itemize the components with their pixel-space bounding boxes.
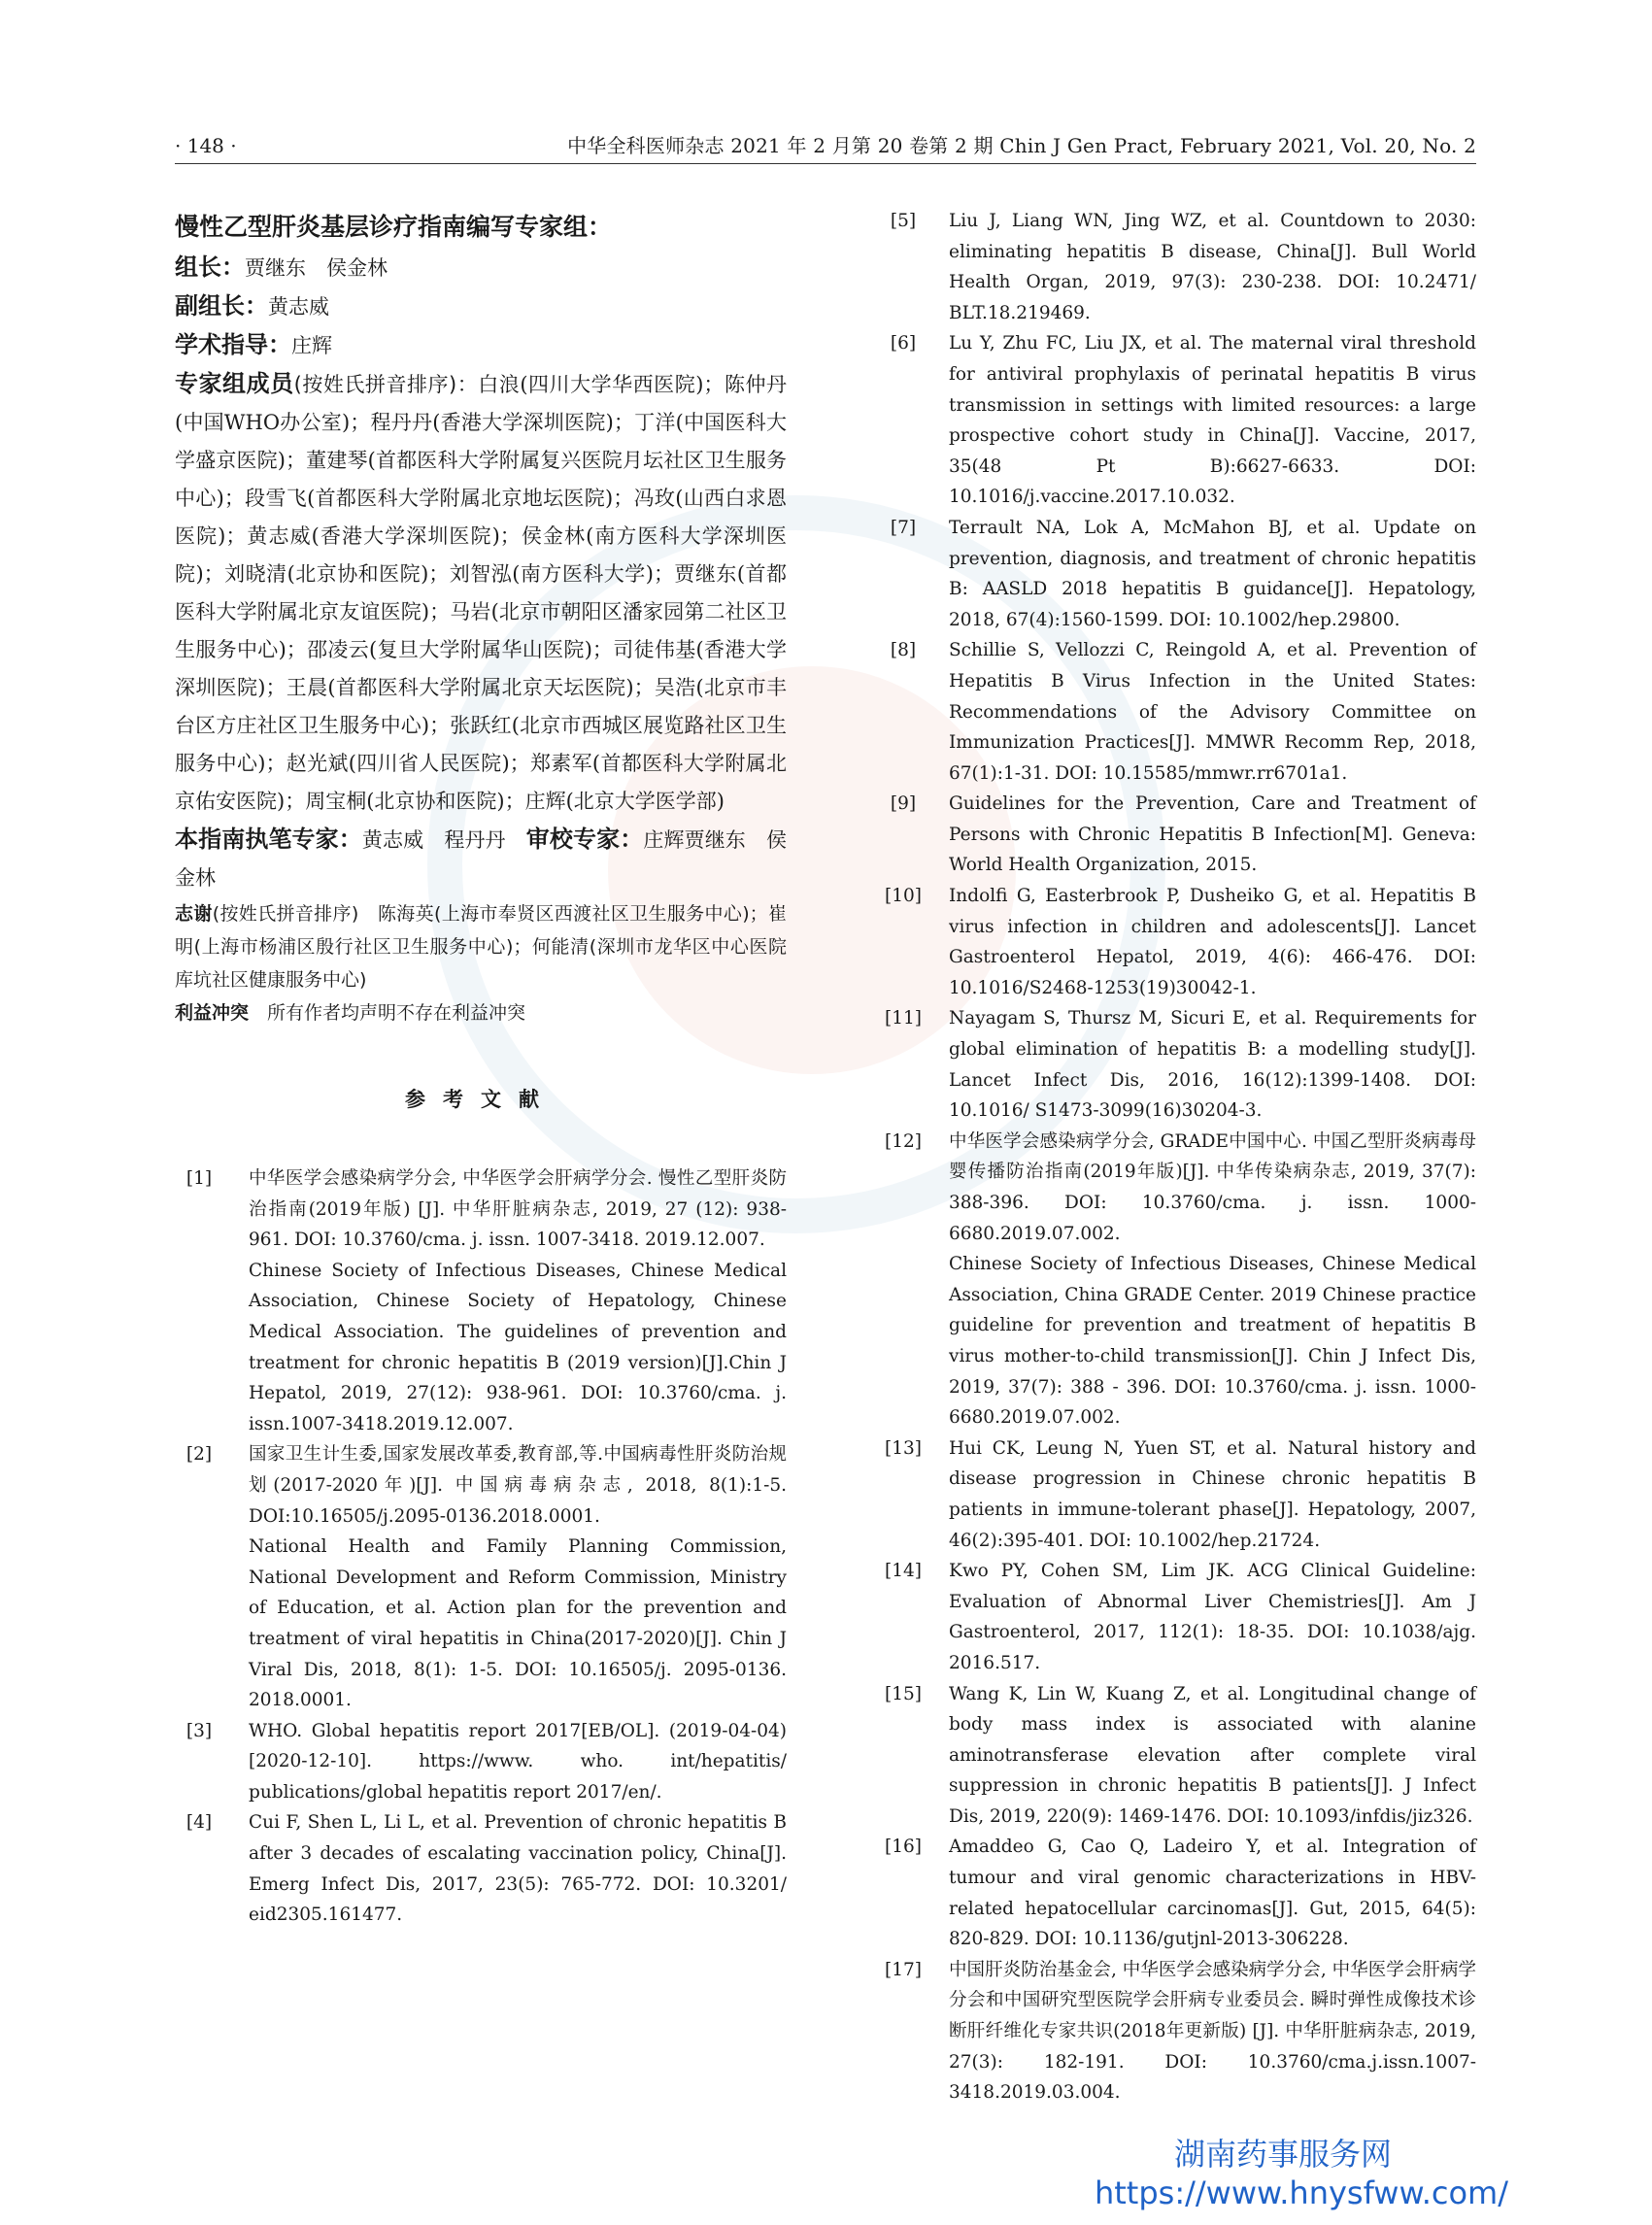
page-header bbox=[175, 132, 1476, 164]
reference-number: [14] bbox=[885, 1561, 922, 1582]
reference-item bbox=[175, 1716, 787, 1808]
reference-text: Indolfi G, Easterbrook P, Dusheiko G, et al. Hepatitis B virus infection in children and adolescents[J]. Lancet Gastroenterol Hepatol, 2019, 4(6): 466-476. DOI: 10.1016/S2468-1253(19)30042-1. bbox=[949, 886, 1476, 998]
deputy-label: 副组长： bbox=[175, 292, 268, 320]
reference-text: 中华医学会感染病学分会, 中华医学会肝病学分会. 慢性乙型肝炎防治指南(2019年版) [J]. 中华肝脏病杂志, 2019, 27 (12): 938-961. DOI: 10.3760/cma. j. issn. 1007-3418. 2019.12.007. bbox=[249, 1168, 787, 1251]
expert-group-title: 慢性乙型肝炎基层诊疗指南编写专家组： bbox=[175, 213, 613, 241]
reference-number: [5] bbox=[890, 211, 917, 231]
reference-item bbox=[175, 1439, 787, 1715]
acknowledgement bbox=[175, 897, 787, 996]
reference-text: 国家卫生计生委,国家发展改革委,教育部,等.中国病毒性肝炎防治规划(2017-2020年)[J]. 中国病毒病杂志, 2018, 8(1):1-5. DOI:10.16505/j.2095-0136.2018.0001. bbox=[249, 1444, 787, 1527]
reference-text: Nayagam S, Thursz M, Sicuri E, et al. Requirements for global elimination of hepatitis B: a modelling study[J]. Lancet Infect Dis, 2016, 16(12):1399-1408. DOI: 10.1016/ S1473-3099(16)30204-3. bbox=[949, 1008, 1476, 1122]
reference-text: Guidelines for the Prevention, Care and Treatment of Persons with Chronic Hepatitis B Infection[M]. Geneva: World Health Organization, 2015. bbox=[949, 793, 1476, 876]
thanks-label: 志谢 bbox=[175, 903, 213, 925]
conflict-label: 利益冲突 bbox=[175, 1002, 250, 1024]
reference-item bbox=[175, 1163, 787, 1439]
members-note: (按姓氏拼音排序)： bbox=[293, 373, 479, 396]
reference-item bbox=[175, 1807, 787, 1930]
advisor-names: 庄辉 bbox=[291, 334, 332, 357]
writers-line bbox=[175, 821, 787, 897]
reference-number: [2] bbox=[185, 1444, 213, 1466]
reference-item bbox=[879, 1832, 1476, 1954]
reference-number: [3] bbox=[185, 1720, 213, 1741]
reference-number: [17] bbox=[885, 1959, 922, 1980]
reference-text: Amaddeo G, Cao Q, Ladeiro Y, et al. Integration of tumour and viral genomic characterizations in HBV-related hepatocellular carcinomas[J]. Gut, 2015, 64(5): 820-829. DOI: 10.1136/gutjnl-2013-306228. bbox=[949, 1837, 1476, 1950]
reference-item bbox=[879, 1433, 1476, 1556]
members-paragraph bbox=[175, 365, 787, 821]
reference-item bbox=[879, 328, 1476, 513]
reference-text: Cui F, Shen L, Li L, et al. Prevention of chronic hepatitis B after 3 decades of escalating vaccination policy, China[J]. Emerg Infect Dis, 2017, 23(5): 765-772. DOI: 10.3201/ eid2305.161477. bbox=[249, 1812, 787, 1926]
reference-item bbox=[879, 1556, 1476, 1678]
reference-number: [1] bbox=[185, 1168, 213, 1189]
reference-number: [9] bbox=[890, 793, 917, 815]
site-url[interactable]: https://www.hnysfww.com/ bbox=[1094, 2174, 1508, 2211]
writers-names: 黄志威 程丹丹 bbox=[361, 828, 506, 852]
reference-number: [12] bbox=[885, 1130, 922, 1152]
members-list: 白浪(四川大学华西医院)；陈仲丹(中国WHO办公室)；程丹丹(香港大学深圳医院)；丁洋(中国医科大学盛京医院)；董建琴(首都医科大学附属复兴医院月坛社区卫生服务中心)；段雪飞(首都医科大学附属北京地坛医院)；冯玫(山西白求恩医院)；黄志威(香港大学深圳医院)；侯金林(南方医科大学深圳医院)；刘晓清(北京协和医院)；刘智泓(南方医科大学)；贾继东(首都医科大学附属北京友谊医院)；马岩(北京市朝阳区潘家园第二社区卫生服务中心)；邵凌云(复旦大学附属华山医院)；司徒伟基(香港大学深圳医院)；王晨(首都医科大学附属北京天坛医院)；吴浩(北京市丰台区方庄社区卫生服务中心)；张跃红(北京市西城区展览路社区卫生服务中心)；赵光斌(四川省人民医院)；郑素军(首都医科大学附属北京佑安医院)；周宝桐(北京协和医院)；庄辉(北京大学医学部) bbox=[175, 373, 787, 813]
references-left bbox=[175, 1163, 787, 1931]
reference-item bbox=[879, 206, 1476, 328]
reference-number: [11] bbox=[885, 1008, 922, 1029]
reference-item bbox=[879, 1003, 1476, 1126]
reference-item bbox=[879, 789, 1476, 881]
reference-item bbox=[879, 513, 1476, 635]
site-name: 湖南药事服务网 bbox=[1173, 2136, 1392, 2173]
conflict-text: 所有作者均声明不存在利益冲突 bbox=[267, 1002, 526, 1024]
reference-translation: National Health and Family Planning Commission, National Development and Reform Commission, Ministry of Education, et al. Action plan for the prevention and treatment of viral hepatitis in China(2017-2020)[J]. Chin J Viral Dis, 2018, 8(1): 1-5. DOI: 10.16505/j. 2095-0136. 2018.0001. bbox=[249, 1536, 787, 1711]
deputy-names: 黄志威 bbox=[268, 295, 329, 319]
reference-number: [7] bbox=[890, 517, 917, 538]
reference-number: [6] bbox=[890, 333, 917, 354]
site-watermark bbox=[1095, 2135, 1508, 2212]
reviewers-names: 庄辉贾继东 侯金林 bbox=[175, 828, 788, 890]
right-column bbox=[879, 206, 1476, 2108]
reference-translation: Chinese Society of Infectious Diseases, Chinese Medical Association, Chinese Society of Hepatology, Chinese Medical Association. The guidelines of prevention and treatment for chronic hepatitis B (2019 version)[J].Chin J Hepatol, 2019, 27(12): 938-961. DOI: 10.3760/cma. j. issn.1007-3418.2019.12.007. bbox=[249, 1260, 787, 1434]
reference-text: Schillie S, Vellozzi C, Reingold A, et al. Prevention of Hepatitis B Virus Infection in the United States: Recommendations of the Advisory Committee on Immunization Practices[J]. MMWR Recomm Rep, 2018, 67(1):1-31. DOI: 10.15585/mmwr.rr6701a1. bbox=[949, 640, 1476, 784]
deputy-line bbox=[175, 287, 787, 326]
reference-text: Hui CK, Leung N, Yuen ST, et al. Natural history and disease progression in Chinese chronic hepatitis B patients in immune-tolerant phase[J]. Hepatology, 2007, 46(2):395-401. DOI: 10.1002/hep.21724. bbox=[949, 1437, 1476, 1551]
leader-names: 贾继东 侯金林 bbox=[245, 256, 388, 280]
reference-number: [15] bbox=[885, 1683, 922, 1704]
reference-text: Lu Y, Zhu FC, Liu JX, et al. The maternal viral threshold for antiviral prophylaxis of perinatal hepatitis B virus transmission in settings with limited resources: a large prospective cohort study in China[J]. Vaccine, 2017, 35(48 Pt B):6627-6633. DOI: 10.1016/j.vaccine.2017.10.032. bbox=[949, 333, 1476, 508]
journal-citation: 中华全科医师杂志 2021 年 2 月第 20 卷第 2 期 Chin J Gen Pract, February 2021, Vol. 20, No. 2 bbox=[567, 134, 1476, 157]
reference-item bbox=[879, 635, 1476, 789]
conflict-of-interest bbox=[175, 996, 787, 1029]
writers-label: 本指南执笔专家： bbox=[175, 826, 362, 853]
leader-line bbox=[175, 249, 787, 287]
left-column bbox=[175, 206, 787, 1931]
members-label: 专家组成员 bbox=[175, 370, 294, 397]
reviewers-label: 审校专家： bbox=[525, 826, 644, 853]
reference-text: 中国肝炎防治基金会, 中华医学会感染病学分会, 中华医学会肝病学分会和中国研究型医院学会肝病专业委员会. 瞬时弹性成像技术诊断肝纤维化专家共识(2018年更新版) [J]. 中华肝脏病杂志, 2019, 27(3): 182-191. DOI: 10.3760/cma.j.issn.1007-3418.2019.03.004. bbox=[949, 1959, 1476, 2104]
leader-label: 组长： bbox=[175, 253, 245, 281]
reference-number: [10] bbox=[885, 886, 922, 907]
references-heading: 参考文献 bbox=[405, 1088, 556, 1111]
reference-text: Terrault NA, Lok A, McMahon BJ, et al. Update on prevention, diagnosis, and treatment of chronic hepatitis B: AASLD 2018 hepatitis B guidance[J]. Hepatology, 2018, 67(4):1560-1599. DOI: 10.1002/hep.29800. bbox=[949, 517, 1476, 630]
reference-text: 中华医学会感染病学分会, GRADE中国中心. 中国乙型肝炎病毒母婴传播防治指南(2019年版)[J]. 中华传染病杂志, 2019, 37(7): 388-396. DOI: 10.3760/cma. j. issn. 1000-6680.2019.07.002. bbox=[949, 1130, 1476, 1244]
reference-number: [13] bbox=[885, 1437, 922, 1459]
advisor-line bbox=[175, 326, 787, 365]
reference-number: [4] bbox=[185, 1812, 213, 1834]
reference-number: [16] bbox=[885, 1837, 922, 1858]
reference-text: WHO. Global hepatitis report 2017[EB/OL]. (2019-04-04) [2020-12-10]. https://www. who. int/hepatitis/ publications/global hepatitis report 2017/en/. bbox=[249, 1720, 787, 1803]
reference-text: Wang K, Lin W, Kuang Z, et al. Longitudinal change of body mass index is associated with alanine aminotransferase elevation after complete viral suppression in chronic hepatitis B patients[J]. J Infect Dis, 2019, 220(9): 1469-1476. DOI: 10.1093/infdis/jiz326. bbox=[949, 1683, 1476, 1827]
reference-text: Kwo PY, Cohen SM, Lim JK. ACG Clinical Guideline: Evaluation of Abnormal Liver Chemistries[J]. Am J Gastroenterol, 2017, 112(1): 18-35. DOI: 10.1038/ajg. 2016.517. bbox=[949, 1561, 1476, 1673]
reference-item bbox=[879, 1955, 1476, 2108]
thanks-text: (按姓氏拼音排序) 陈海英(上海市奉贤区西渡社区卫生服务中心)；崔明(上海市杨浦区殷行社区卫生服务中心)；何能清(深圳市龙华区中心医院库坑社区健康服务中心) bbox=[175, 903, 787, 991]
reference-text: Liu J, Liang WN, Jing WZ, et al. Countdown to 2030: eliminating hepatitis B disease, China[J]. Bull World Health Organ, 2019, 97(3): 230-238. DOI: 10.2471/ BLT.18.219469. bbox=[949, 211, 1476, 323]
reference-item bbox=[879, 1127, 1476, 1433]
page-number: · 148 · bbox=[175, 134, 237, 157]
reference-number: [8] bbox=[890, 640, 917, 661]
reference-translation: Chinese Society of Infectious Diseases, Chinese Medical Association, China GRADE Center. 2019 Chinese practice guideline for prevention and treatment of hepatitis B virus mother-to-child transmission[J]. Chin J Infect Dis, 2019, 37(7): 388 - 396. DOI: 10.3760/cma. j. issn. 1000-6680.2019.07.002. bbox=[949, 1254, 1476, 1429]
reference-item bbox=[879, 881, 1476, 1003]
reference-item bbox=[879, 1679, 1476, 1833]
advisor-label: 学术指导： bbox=[175, 331, 291, 358]
